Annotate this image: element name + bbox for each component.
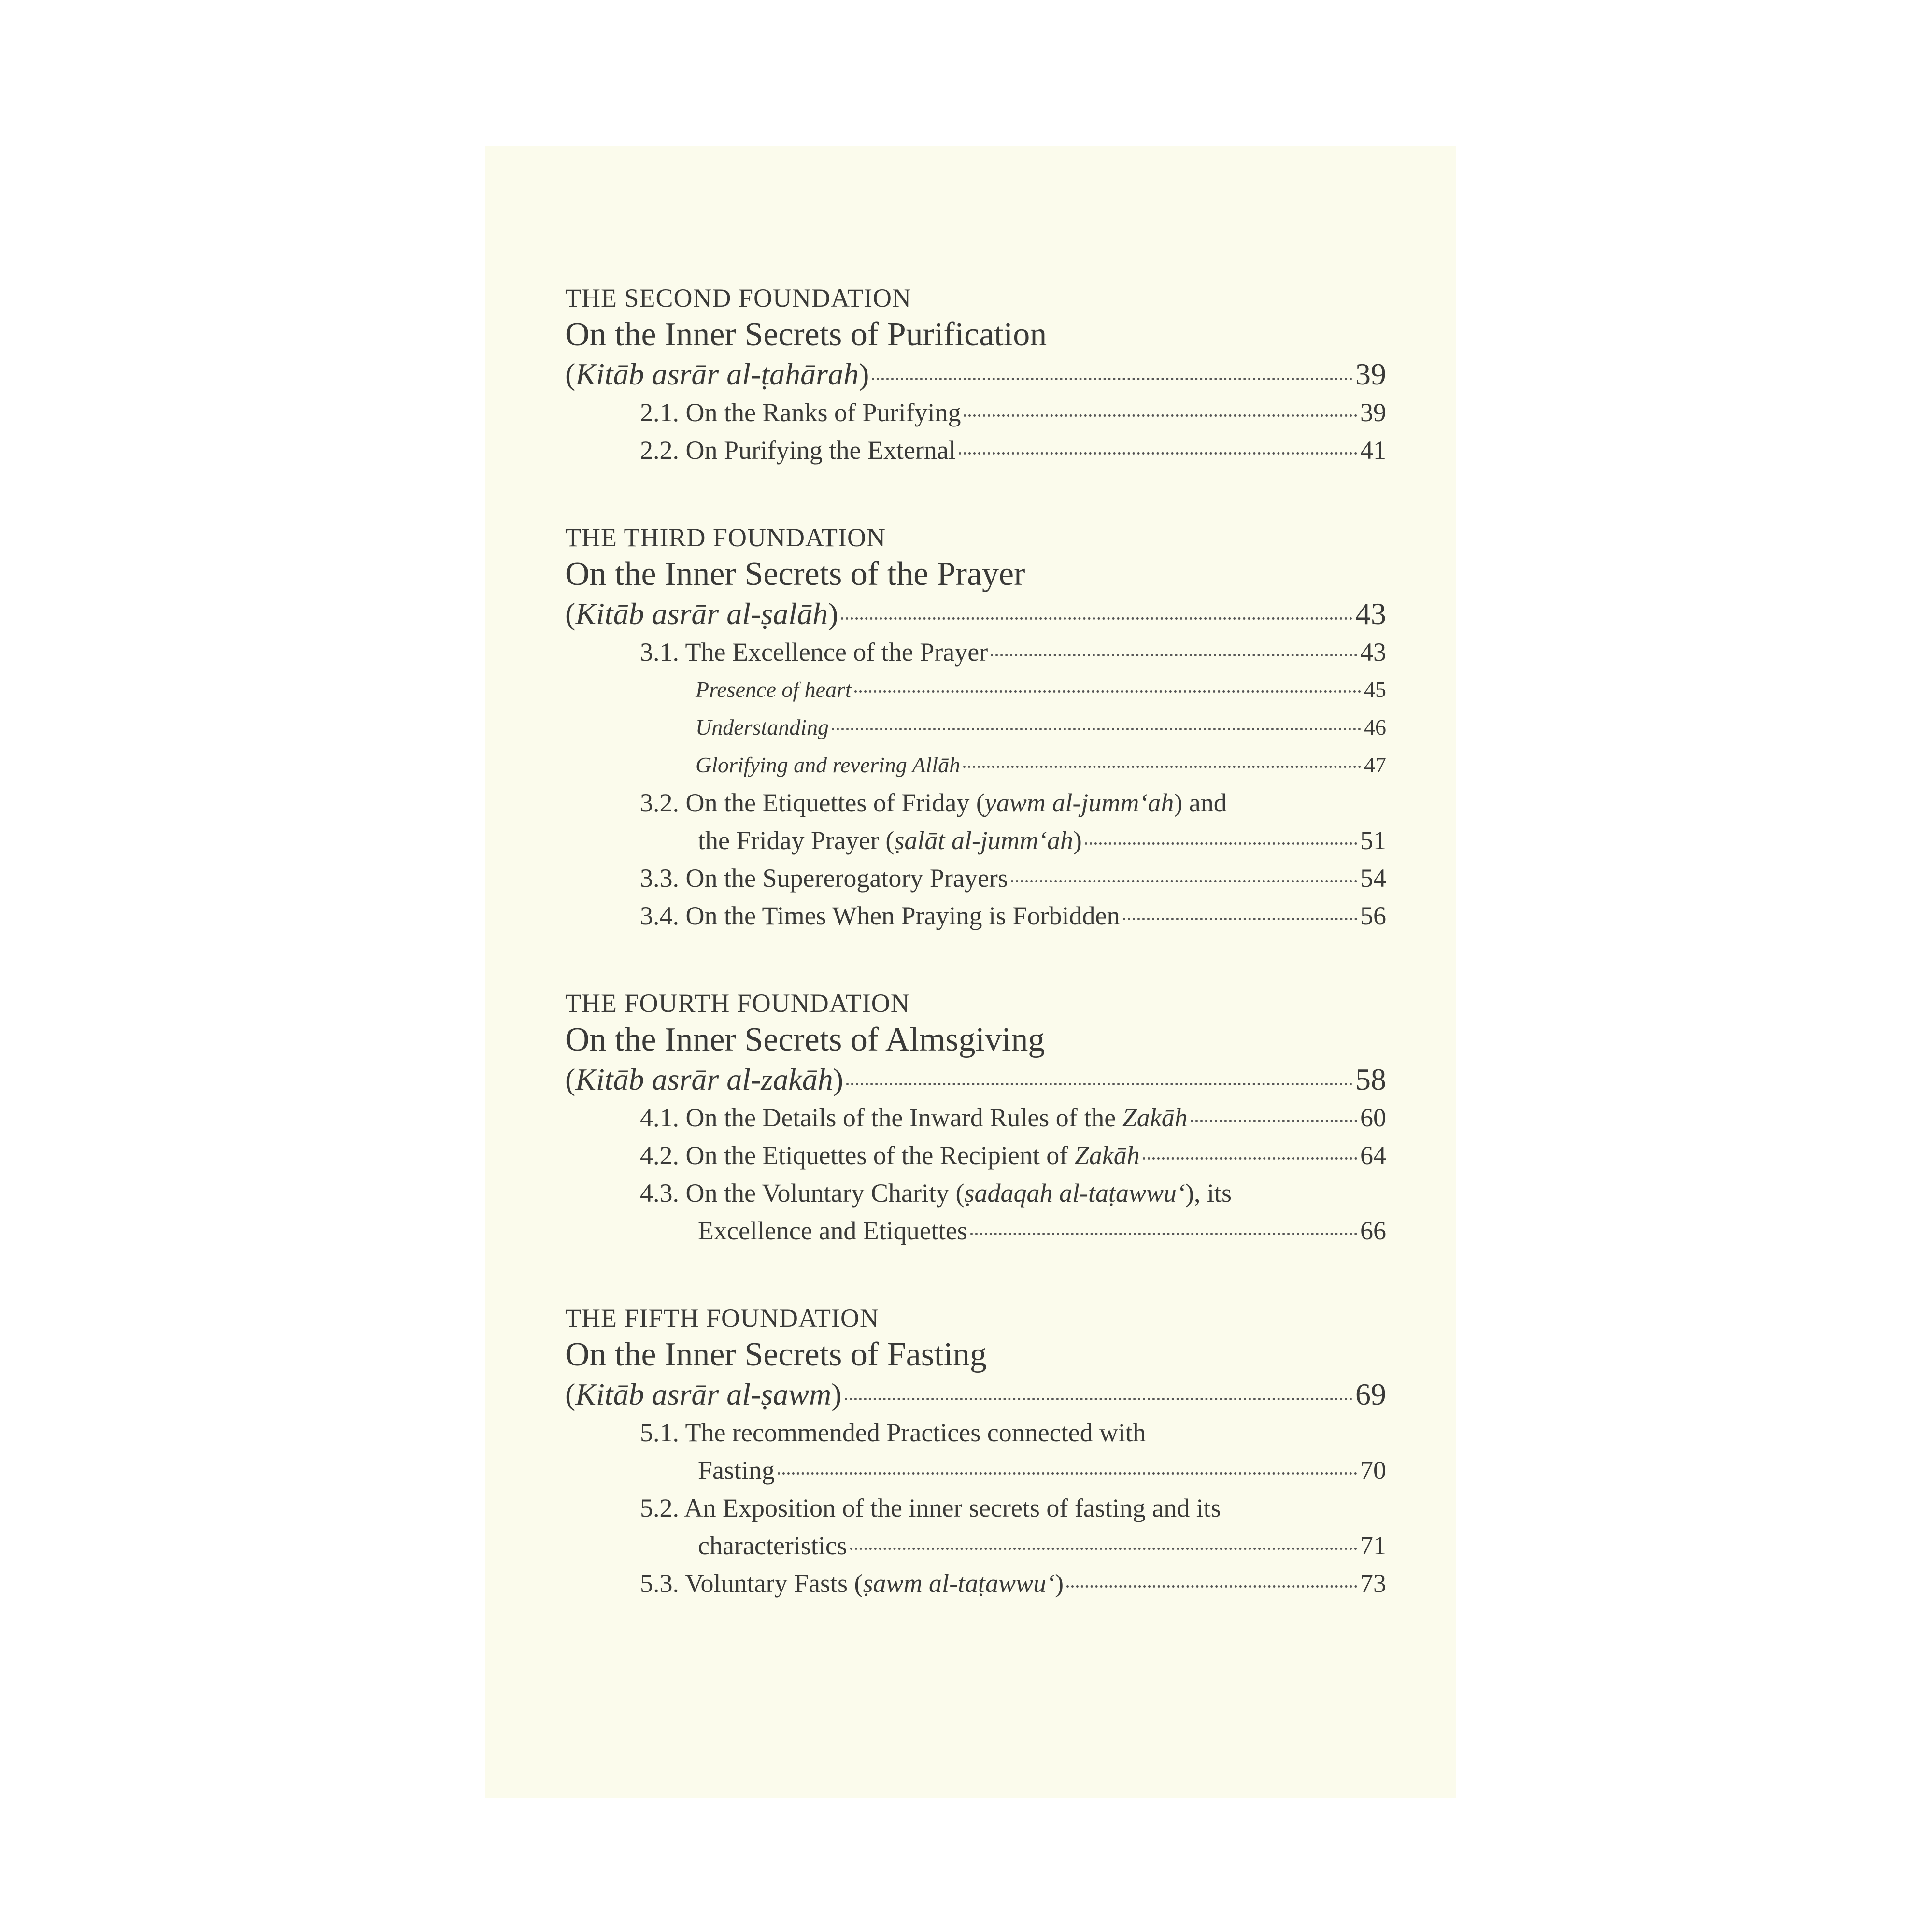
book-entry[interactable]: (Kitāb asrār al-zakāh) 58 bbox=[565, 1060, 1386, 1099]
item-title-line2: characteristics bbox=[698, 1531, 847, 1560]
toc-subitem[interactable] bbox=[565, 746, 1386, 784]
toc-item[interactable] bbox=[565, 859, 1386, 897]
dot-leader bbox=[959, 452, 1357, 455]
page-number: 39 bbox=[1360, 398, 1386, 427]
page-number: 58 bbox=[1355, 1062, 1386, 1096]
section-title: On the Inner Secrets of Fasting bbox=[565, 1336, 987, 1373]
dot-leader bbox=[841, 617, 1352, 620]
toc-item-multiline[interactable] bbox=[565, 784, 1386, 859]
toc-item[interactable] bbox=[565, 897, 1386, 935]
toc-item[interactable] bbox=[565, 1564, 1386, 1602]
dot-leader bbox=[964, 414, 1357, 417]
book-entry[interactable]: (Kitāb asrār al-ṭahārah) 39 bbox=[565, 355, 1386, 394]
page-number: 71 bbox=[1360, 1531, 1386, 1560]
toc-subitem[interactable] bbox=[565, 671, 1386, 709]
section-title: On the Inner Secrets of Almsgiving bbox=[565, 1021, 1045, 1058]
page-number: 45 bbox=[1364, 677, 1386, 702]
toc-item-multiline[interactable] bbox=[565, 1174, 1386, 1250]
book-title: Kitāb asrār al-ṣawm bbox=[575, 1377, 832, 1411]
book-title: Kitāb asrār al-zakāh bbox=[575, 1062, 833, 1096]
dot-leader bbox=[1011, 880, 1357, 882]
page-number: 70 bbox=[1360, 1456, 1386, 1485]
page-number: 69 bbox=[1355, 1377, 1386, 1411]
dot-leader bbox=[991, 654, 1357, 656]
section-label: THE FIFTH FOUNDATION bbox=[565, 1304, 879, 1333]
item-title: 3.4. On the Times When Praying is Forbidden bbox=[640, 901, 1120, 930]
dot-leader bbox=[846, 1083, 1352, 1085]
item-title: 4.1. On the Details of the Inward Rules of the Zakāh bbox=[640, 1103, 1188, 1132]
section-fifth-foundation bbox=[565, 1302, 1386, 1602]
page-number: 64 bbox=[1360, 1141, 1386, 1170]
page-number: 43 bbox=[1360, 638, 1386, 667]
section-label: THE FOURTH FOUNDATION bbox=[565, 989, 910, 1018]
item-title-line1: 3.2. On the Etiquettes of Friday (yawm al-jumm‘ah) and bbox=[640, 788, 1227, 817]
page-number: 43 bbox=[1355, 597, 1386, 631]
item-title-line1: 5.2. An Exposition of the inner secrets of fasting and its bbox=[640, 1493, 1221, 1522]
dot-leader bbox=[832, 728, 1361, 730]
toc-item[interactable] bbox=[565, 394, 1386, 431]
subitem-title: Presence of heart bbox=[696, 677, 852, 702]
dot-leader bbox=[1066, 1585, 1357, 1588]
section-fourth-foundation bbox=[565, 987, 1386, 1250]
item-title: 5.3. Voluntary Fasts (ṣawm al-taṭawwu‘) bbox=[640, 1569, 1064, 1598]
section-third-foundation bbox=[565, 521, 1386, 935]
toc-item[interactable] bbox=[565, 633, 1386, 671]
toc-item-multiline[interactable] bbox=[565, 1489, 1386, 1564]
page-number: 60 bbox=[1360, 1103, 1386, 1132]
page-number: 56 bbox=[1360, 901, 1386, 930]
toc-item[interactable] bbox=[565, 1099, 1386, 1136]
dot-leader bbox=[845, 1398, 1353, 1400]
item-title: 2.2. On Purifying the External bbox=[640, 436, 956, 465]
book-entry[interactable]: (Kitāb asrār al-ṣawm) 69 bbox=[565, 1375, 1386, 1414]
dot-leader bbox=[854, 690, 1361, 693]
book-entry[interactable]: (Kitāb asrār al-ṣalāh) 43 bbox=[565, 595, 1386, 633]
page-number: 41 bbox=[1360, 436, 1386, 465]
dot-leader bbox=[963, 766, 1361, 768]
book-title: Kitāb asrār al-ṣalāh bbox=[575, 597, 828, 631]
book-page bbox=[485, 146, 1456, 1798]
subitem-title: Understanding bbox=[696, 715, 829, 739]
page-number: 47 bbox=[1364, 753, 1386, 777]
item-title: 3.1. The Excellence of the Prayer bbox=[640, 638, 988, 667]
dot-leader bbox=[872, 378, 1352, 380]
item-title-line2: the Friday Prayer (ṣalāt al-jumm‘ah) bbox=[698, 826, 1082, 855]
dot-leader bbox=[778, 1472, 1357, 1475]
book-title: Kitāb asrār al-ṭahārah bbox=[575, 357, 859, 391]
section-title: On the Inner Secrets of Purification bbox=[565, 316, 1047, 353]
item-title: 2.1. On the Ranks of Purifying bbox=[640, 398, 961, 427]
toc-item-multiline[interactable] bbox=[565, 1414, 1386, 1489]
item-title-line1: 5.1. The recommended Practices connected with bbox=[640, 1418, 1146, 1447]
toc-item[interactable] bbox=[565, 431, 1386, 469]
section-title: On the Inner Secrets of the Prayer bbox=[565, 555, 1025, 593]
toc-item[interactable] bbox=[565, 1136, 1386, 1174]
item-title-line2: Fasting bbox=[698, 1456, 775, 1485]
page-number: 73 bbox=[1360, 1569, 1386, 1598]
toc-subitem[interactable] bbox=[565, 709, 1386, 746]
page-number: 54 bbox=[1360, 864, 1386, 893]
page-number: 66 bbox=[1360, 1216, 1386, 1245]
dot-leader bbox=[1191, 1120, 1357, 1122]
item-title-line2: Excellence and Etiquettes bbox=[698, 1216, 967, 1245]
section-label: THE SECOND FOUNDATION bbox=[565, 284, 911, 313]
page-number: 39 bbox=[1355, 357, 1386, 391]
page-number: 51 bbox=[1360, 826, 1386, 855]
dot-leader bbox=[850, 1548, 1357, 1550]
dot-leader bbox=[1123, 918, 1357, 920]
section-second-foundation bbox=[565, 282, 1386, 469]
item-title-line1: 4.3. On the Voluntary Charity (ṣadaqah al-taṭawwu‘), its bbox=[640, 1179, 1232, 1208]
table-of-contents bbox=[565, 282, 1386, 1602]
dot-leader bbox=[970, 1233, 1357, 1235]
item-title: 4.2. On the Etiquettes of the Recipient of Zakāh bbox=[640, 1141, 1140, 1170]
dot-leader bbox=[1143, 1157, 1357, 1160]
dot-leader bbox=[1085, 842, 1357, 845]
page-number: 46 bbox=[1364, 715, 1386, 739]
item-title: 3.3. On the Supererogatory Prayers bbox=[640, 864, 1008, 893]
section-label: THE THIRD FOUNDATION bbox=[565, 523, 886, 552]
subitem-title: Glorifying and revering Allāh bbox=[696, 753, 961, 777]
